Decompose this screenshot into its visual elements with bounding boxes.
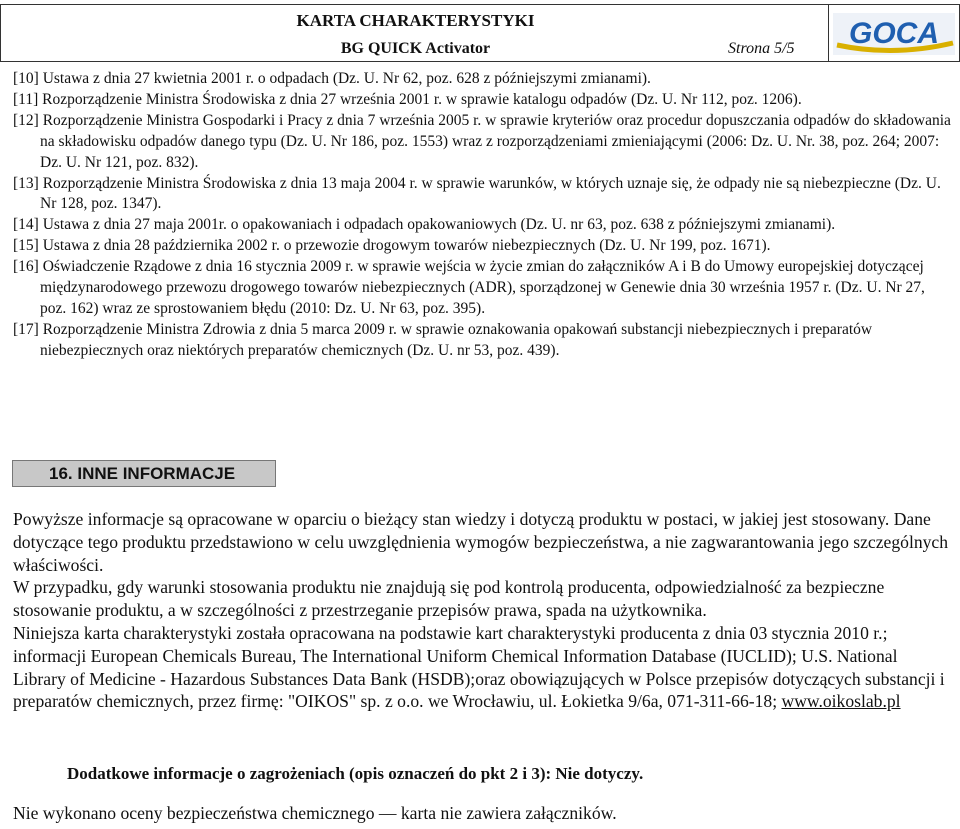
- source-paragraph: [13, 622, 953, 713]
- responsibility-paragraph: W przypadku, gdy warunki stosowania produktu nie znajdują się pod kontrolą producenta, odpowiedzialność za bezpieczne stosowanie produktu, a w szczególności z przestrzeganie przepisów prawa, spada na użytkownika.: [13, 577, 885, 621]
- reference-item: [15] Ustawa z dnia 28 października 2002 r. o przewozie drogowym towarów niebezpiecznych (Dz. U. Nr 199, poz. 1671).: [13, 237, 771, 255]
- reference-item: [13] Rozporządzenie Ministra Środowiska z dnia 13 maja 2004 r. w sprawie warunków, w których uznaje się, że odpady nie są niebezpieczne (Dz. U. Nr 128, poz. 1347).: [13, 174, 941, 213]
- section-body: [13, 508, 953, 713]
- references-list: [13, 69, 953, 362]
- reference-item: [14] Ustawa z dnia 27 maja 2001r. o opakowaniach i odpadach opakowaniowych (Dz. U. nr 63, poz. 638 z późniejszymi zmianami).: [13, 216, 836, 234]
- final-note: Nie wykonano oceny bezpieczeństwa chemicznego — karta nie zawiera załączników.: [13, 803, 617, 823]
- reference-item: [11] Rozporządzenie Ministra Środowiska z dnia 27 września 2001 r. w sprawie katalogu odpadów (Dz. U. Nr 112, poz. 1206).: [13, 90, 802, 108]
- section-heading-label: 16. INNE INFORMACJE: [49, 464, 236, 483]
- source-text: Niniejsza karta charakterystyki została opracowana na podstawie kart charakterystyki producenta z dnia 03 stycznia 2010 r.; informacji European Chemicals Bureau, The International Uniform Chemical Information Database (IUCLID); U.S. National Library of Medicine - Hazardous Substances Data Bank (HSDB);oraz obowiązujących w Polsce przepisów dotyczących substancji i preparatów chemicznych, przez firmę: "OIKOS" sp. z o.o. we Wrocławiu, ul. Łokietka 9/6a, 071-311-66-18;: [13, 622, 945, 712]
- svg-text:GOCA: GOCA: [849, 17, 939, 50]
- reference-item: [17] Rozporządzenie Ministra Zdrowia z dnia 5 marca 2009 r. w sprawie oznakowania opakowań substancji niebezpiecznych i preparatów niebezpiecznych oraz niektórych preparatów chemicznych (Dz. U. nr 53, poz. 439).: [13, 320, 873, 359]
- document-title: KARTA CHARAKTERYSTYKI: [296, 11, 535, 30]
- reference-item: [12] Rozporządzenie Ministra Gospodarki i Pracy z dnia 7 września 2005 r. w sprawie kryteriów oraz procedur dopuszczania odpadów do składowania na składowisku odpadów danego typu (Dz. U. Nr 186, poz. 1553) wraz z rozporządzeniami zmieniającymi (2006: Dz. U. Nr. 38, poz. 264; 2007: Dz. U. Nr 121, poz. 832).: [13, 111, 951, 171]
- reference-item: [16] Oświadczenie Rządowe z dnia 16 stycznia 2009 r. w sprawie wejścia w życie zmian do załączników A i B do Umowy europejskiej dotyczącej międzynarodowego przewozu drogowego towarów niebezpiecznych (ADR), sporządzonej w Genewie dnia 30 września 1957 r. (Dz. U. Nr 27, poz. 162) wraz ze sprostowaniem błędu (2010: Dz. U. Nr 63, poz. 395).: [13, 258, 925, 317]
- page-number: Strona 5/5: [728, 40, 795, 57]
- info-paragraph: Powyższe informacje są opracowane w oparciu o bieżący stan wiedzy i dotyczą produktu w postaci, w jakiej jest stosowany. Dane dotyczące tego produktu przedstawiono w celu uwzględnienia wymogów bezpieczeństwa, a nie zagwarantowania jego szczególnych właściwości.: [13, 509, 949, 575]
- oikos-link[interactable]: www.oikoslab.pl: [781, 691, 901, 712]
- reference-item: [10] Ustawa z dnia 27 kwietnia 2001 r. o odpadach (Dz. U. Nr 62, poz. 628 z późniejszymi zmianami).: [13, 70, 651, 87]
- company-logo: [829, 4, 960, 62]
- goca-logo-icon: [829, 5, 959, 61]
- section-heading: [12, 460, 276, 487]
- document-header: [0, 4, 829, 62]
- additional-hazard-info: Dodatkowe informacje o zagrożeniach (opis oznaczeń do pkt 2 i 3): Nie dotyczy.: [67, 764, 644, 783]
- product-name: BG QUICK Activator: [340, 40, 491, 57]
